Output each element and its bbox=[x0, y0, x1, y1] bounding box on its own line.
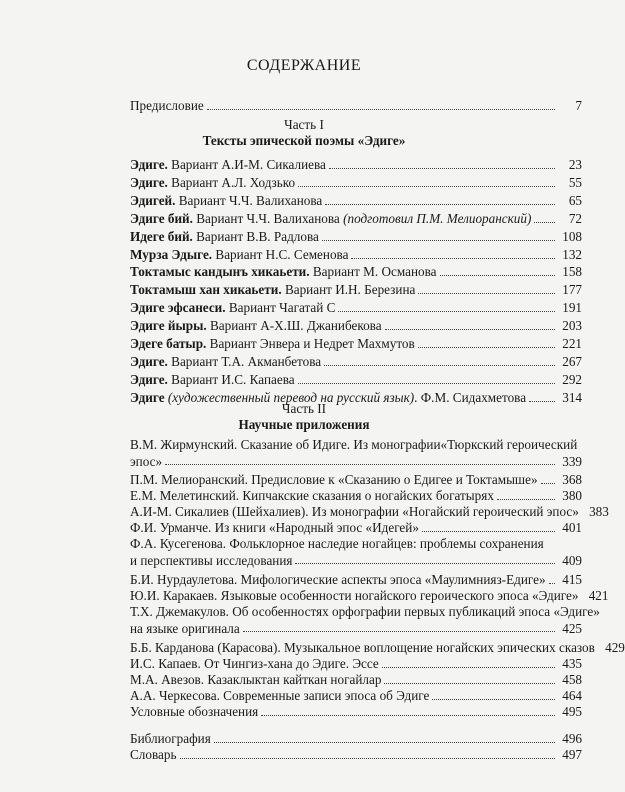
toc-entry bbox=[130, 656, 582, 673]
entry-line-last bbox=[130, 553, 582, 570]
dot-leader bbox=[338, 311, 555, 312]
page-number: 368 bbox=[562, 472, 582, 487]
entry-line: Т.Х. Джемакулов. Об особенностях орфографии первых публикаций эпоса «Эдиге» bbox=[130, 604, 600, 619]
dot-leader bbox=[418, 293, 555, 294]
dot-leader bbox=[295, 563, 555, 564]
entry-variant: Вариант А.Л. Ходзько bbox=[167, 174, 296, 190]
entry-bold-title: Эдиге. bbox=[130, 157, 168, 172]
dot-leader bbox=[440, 275, 555, 276]
entry-bold-title: Токтамыс кандынъ хикаьети. bbox=[130, 264, 310, 280]
entry-note: (подготовил П.М. Мелиоранский) bbox=[343, 210, 532, 226]
toc-entry bbox=[130, 245, 582, 264]
entry-label: Словарь bbox=[130, 747, 177, 762]
entry-variant: Вариант В.В. Радлова bbox=[192, 228, 319, 244]
toc-entry bbox=[130, 316, 582, 335]
page-number: 158 bbox=[562, 264, 582, 280]
toc-entry bbox=[130, 280, 582, 299]
toc-entry bbox=[130, 640, 625, 657]
entry-bold-title: Эдиге bbox=[130, 389, 165, 405]
dot-leader bbox=[497, 499, 555, 500]
dot-leader bbox=[329, 168, 555, 169]
dot-leader bbox=[298, 186, 555, 187]
entry-bold-title: Мурза Эдыге. bbox=[130, 246, 213, 262]
page-number: 177 bbox=[562, 282, 582, 298]
page-number: 415 bbox=[562, 572, 582, 587]
toc-entry bbox=[130, 227, 582, 246]
toc-entry bbox=[130, 604, 600, 637]
page-number: 429 bbox=[605, 640, 625, 655]
dot-leader bbox=[207, 109, 555, 110]
page-number: 421 bbox=[588, 588, 609, 603]
page-number: 267 bbox=[562, 353, 582, 369]
dot-leader bbox=[165, 464, 555, 465]
toc-entry bbox=[130, 745, 582, 764]
entry-title: П.М. Мелиоранский. Предисловие к «Сказанию о Едигее и Токтамыше» bbox=[130, 472, 538, 487]
page-number: 65 bbox=[568, 192, 582, 208]
entry-line-last bbox=[130, 640, 625, 657]
page-title: СОДЕРЖАНИЕ bbox=[246, 57, 362, 74]
page-number: 383 bbox=[589, 504, 609, 519]
entry-variant: Вариант Т.А. Акманбетова bbox=[167, 353, 322, 369]
toc-entry bbox=[130, 688, 582, 705]
page-number: 425 bbox=[562, 620, 582, 636]
entry-title: эпос» bbox=[130, 453, 163, 469]
entry-bold-title: Эдиге эфсанеси. bbox=[130, 300, 226, 316]
toc-entry bbox=[130, 191, 582, 210]
page-number: 132 bbox=[562, 246, 582, 262]
toc-entry bbox=[130, 488, 582, 505]
entry-line-last bbox=[130, 454, 582, 471]
entry-title bbox=[130, 262, 437, 281]
entry-author: . Ф.М. Сидахметова bbox=[414, 389, 527, 405]
dot-leader bbox=[422, 531, 555, 532]
entry-title: А.А. Черкесова. Современные записи эпоса об Эдиге bbox=[130, 688, 430, 703]
page-number: 495 bbox=[562, 704, 582, 719]
entry-title bbox=[130, 227, 319, 246]
toc-entry bbox=[130, 334, 582, 353]
toc-entry bbox=[130, 262, 582, 281]
entry-title bbox=[130, 173, 295, 192]
page-number: 496 bbox=[562, 731, 582, 746]
page-number: 7 bbox=[575, 98, 582, 113]
entry-line-last bbox=[130, 488, 582, 505]
entry-title: Б.И. Нурдаулетова. Мифологические аспекты эпоса «Маулимнияз-Едиге» bbox=[130, 572, 546, 587]
dot-leader bbox=[325, 204, 555, 205]
entry-title: на языке оригинала bbox=[130, 620, 240, 636]
entry-line-last bbox=[130, 472, 582, 489]
toc-entry bbox=[130, 370, 582, 389]
dot-leader bbox=[214, 742, 555, 743]
entry-line: В.М. Жирмунский. Сказание об Идиге. Из монографии«Тюркский героический bbox=[130, 437, 578, 452]
page-number: 221 bbox=[562, 336, 582, 351]
entry-variant: Вариант Ч.Ч. Валиханова bbox=[175, 192, 323, 208]
entry-title: и перспективы исследования bbox=[130, 552, 293, 568]
entry-line-last bbox=[130, 520, 582, 537]
toc-entry bbox=[130, 437, 582, 470]
toc-entry bbox=[130, 209, 582, 228]
page-number: 464 bbox=[562, 688, 582, 703]
entry-bold-title: Эдиге. bbox=[130, 353, 168, 369]
entry-title bbox=[130, 155, 326, 174]
entry-line-last bbox=[130, 672, 582, 689]
toc-entry bbox=[130, 572, 582, 589]
entry-label: Предисловие bbox=[130, 98, 204, 113]
entry-line-last bbox=[130, 656, 582, 673]
toc-entry bbox=[130, 588, 609, 605]
dot-leader bbox=[351, 258, 555, 259]
page-number: 203 bbox=[562, 318, 582, 334]
dot-leader bbox=[261, 715, 555, 716]
page-number: 435 bbox=[562, 656, 582, 671]
entry-line-last bbox=[130, 588, 609, 605]
page-number: 314 bbox=[562, 389, 582, 405]
dot-leader bbox=[382, 667, 555, 668]
toc-entry bbox=[130, 155, 582, 174]
page-number: 72 bbox=[568, 210, 582, 226]
entry-variant: Вариант Ч.Ч. Валиханова bbox=[192, 210, 344, 226]
entry-line-last bbox=[130, 621, 582, 638]
entry-bold-title: Эдиге бий. bbox=[130, 210, 193, 226]
entry-variant: Вариант А.И-М. Сикалиева bbox=[167, 157, 326, 172]
entry-title bbox=[130, 191, 322, 210]
page-number: 191 bbox=[562, 300, 582, 316]
dot-leader bbox=[418, 347, 555, 348]
entry-variant: Вариант М. Османова bbox=[309, 264, 437, 280]
entry-variant: Вариант А-Х.Ш. Джанибекова bbox=[206, 318, 382, 334]
dot-leader bbox=[324, 365, 555, 366]
entry-title bbox=[130, 245, 348, 264]
dot-leader bbox=[541, 483, 555, 484]
entry-title bbox=[130, 209, 531, 228]
entry-line-last bbox=[130, 688, 582, 705]
page-number: 401 bbox=[562, 520, 582, 535]
entry-line-last bbox=[130, 504, 609, 521]
entry-title bbox=[130, 370, 295, 389]
page-number: 497 bbox=[562, 747, 582, 762]
toc-entry bbox=[130, 704, 582, 721]
page-number: 458 bbox=[562, 672, 582, 687]
entry-bold-title: Эдигей. bbox=[130, 192, 176, 208]
toc-entry bbox=[130, 536, 582, 569]
part1-label: Часть I bbox=[284, 117, 324, 132]
toc-entry bbox=[130, 520, 582, 537]
page-number: 292 bbox=[562, 371, 582, 387]
entry-title: А.И-М. Сикалиев (Шейхалиев). Из монографии «Ногайский героический эпос» bbox=[130, 504, 579, 519]
entry-note: (художественный перевод на русский язык) bbox=[164, 389, 415, 405]
entry-bold-title: Эдеге батыр. bbox=[130, 336, 207, 351]
part2-label: Часть II bbox=[281, 401, 327, 416]
page-number: 108 bbox=[562, 228, 582, 244]
page-number: 339 bbox=[562, 453, 582, 469]
entry-title bbox=[130, 334, 415, 353]
toc-entry bbox=[130, 504, 609, 521]
dot-leader bbox=[384, 683, 555, 684]
page-number: 55 bbox=[568, 174, 582, 190]
toc-entry bbox=[130, 298, 582, 317]
entry-bold-title: Эдиге. bbox=[130, 174, 168, 190]
entry-title: Ю.И. Каракаев. Языковые особенности ногайского героического эпоса «Эдиге» bbox=[130, 588, 579, 603]
page-number: 409 bbox=[562, 552, 582, 568]
entry-line-last bbox=[130, 704, 582, 721]
toc-entry-preface bbox=[130, 96, 582, 115]
part2-heading: Научные приложения bbox=[238, 417, 370, 432]
entry-variant: Вариант Н.С. Семенова bbox=[212, 246, 349, 262]
entry-title: Е.М. Мелетинский. Кипчакские сказания о ногайских богатырях bbox=[130, 488, 494, 503]
entry-variant: Вариант И.С. Капаева bbox=[167, 371, 295, 387]
dot-leader bbox=[322, 240, 555, 241]
page-number: 380 bbox=[562, 488, 582, 503]
entry-bold-title: Идеге бий. bbox=[130, 228, 193, 244]
entry-title bbox=[130, 352, 321, 371]
entry-variant: Вариант Чагатай С bbox=[225, 300, 336, 316]
entry-line: Ф.А. Кусегенова. Фольклорное наследие ногайцев: проблемы сохранения bbox=[130, 536, 544, 551]
entry-title bbox=[130, 316, 382, 335]
page-number: 23 bbox=[568, 157, 582, 172]
entry-title: Ф.И. Урманче. Из книги «Народный эпос «Идегей» bbox=[130, 520, 419, 535]
entry-title: М.А. Авезов. Казаклыктан кайткан ногайлар bbox=[130, 672, 382, 687]
toc-entry bbox=[130, 472, 582, 489]
entry-bold-title: Эдиге йыры. bbox=[130, 318, 207, 334]
entry-title: Условные обозначения bbox=[130, 704, 259, 719]
entry-bold-title: Токтамыш хан хикаьети. bbox=[130, 282, 282, 298]
dot-leader bbox=[549, 583, 555, 584]
dot-leader bbox=[432, 699, 555, 700]
toc-entry bbox=[130, 173, 582, 192]
entry-title bbox=[130, 280, 415, 299]
dot-leader bbox=[534, 222, 555, 223]
entry-line-last bbox=[130, 572, 582, 589]
entry-bold-title: Эдиге. bbox=[130, 371, 168, 387]
dot-leader bbox=[385, 329, 555, 330]
entry-variant: Вариант Энвера и Недрет Махмутов bbox=[206, 336, 415, 351]
entry-title: И.С. Капаев. От Чингиз-хана до Эдиге. Эссе bbox=[130, 656, 379, 671]
entry-variant: Вариант И.Н. Березина bbox=[281, 282, 416, 298]
toc-entry bbox=[130, 672, 582, 689]
toc-entry bbox=[130, 352, 582, 371]
dot-leader bbox=[180, 758, 556, 759]
entry-label: Библиография bbox=[130, 731, 211, 746]
entry-title: Б.Б. Карданова (Карасова). Музыкальное воплощение ногайских эпических сказов bbox=[130, 640, 595, 655]
entry-title bbox=[130, 298, 335, 317]
dot-leader bbox=[243, 631, 555, 632]
part1-heading: Тексты эпической поэмы «Эдиге» bbox=[202, 133, 406, 148]
dot-leader bbox=[298, 383, 555, 384]
